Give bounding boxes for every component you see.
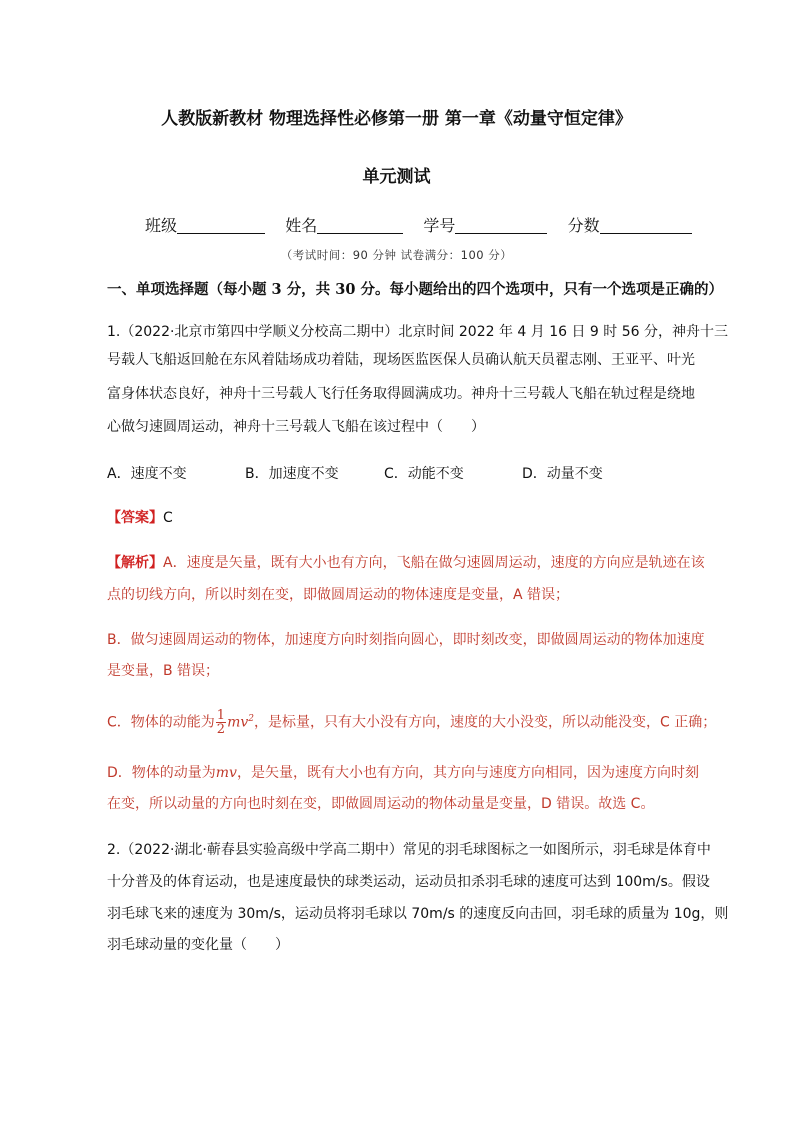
analysis-a-line-2: 点的切线方向，所以时刻在变，即做圆周运动的物体速度是变量，A 错误； bbox=[107, 587, 570, 603]
question-1-line-1: 1.（2022·北京市第四中学顺义分校高二期中）北京时间 2022 年 4 月 16 日 9 时 56 分，神舟十三 bbox=[107, 324, 729, 340]
analysis-d-prefix: D．物体的动量为 bbox=[107, 765, 216, 781]
option-b: B．加速度不变 bbox=[245, 466, 339, 482]
student-info-fields bbox=[145, 213, 692, 236]
score-label: 分数 bbox=[567, 216, 600, 235]
analysis-c-suffix: ，是标量，只有大小没有方向，速度的大小没变，所以动能没变，C 正确； bbox=[253, 714, 717, 731]
formula-exponent: 2 bbox=[248, 714, 254, 724]
question-2-line-2: 十分普及的体育运动，也是速度最快的球类运动，运动员扣杀羽毛球的速度可达到 100m/s。假设 bbox=[107, 874, 710, 890]
section-heading: 一、单项选择题（每小题 3 分，共 30 分。每小题给出的四个选项中，只有一个选项是正确的） bbox=[107, 281, 723, 298]
analysis-b-line-2: 是变量，B 错误； bbox=[107, 663, 220, 679]
analysis-d-suffix: ，是矢量，既有大小也有方向，其方向与速度方向相同，因为速度方向时刻 bbox=[236, 765, 699, 781]
answer-value: C bbox=[163, 510, 173, 526]
analysis-a-text-1: A．速度是矢量，既有大小也有方向，飞船在做匀速圆周运动，速度的方向应是轨迹在该 bbox=[163, 555, 705, 571]
option-c: C．动能不变 bbox=[384, 466, 464, 482]
fraction-numerator: 1 bbox=[216, 708, 226, 724]
analysis-c-prefix: C．物体的动能为 bbox=[107, 714, 215, 731]
question-2-line-3: 羽毛球飞来的速度为 30m/s，运动员将羽毛球以 70m/s 的速度反向击回，羽毛球的质量为 10g，则 bbox=[107, 906, 729, 922]
analysis-tag: 【解析】 bbox=[107, 555, 163, 571]
option-a: A．速度不变 bbox=[107, 466, 187, 482]
question-1-line-4: 心做匀速圆周运动，神舟十三号载人飞船在该过程中（ ） bbox=[107, 419, 485, 435]
score-blank bbox=[600, 217, 692, 234]
exam-title-line2: 单元测试 bbox=[362, 167, 431, 187]
exam-title-line1: 人教版新教材 物理选择性必修第一册 第一章《动量守恒定律》 bbox=[161, 109, 632, 129]
name-label: 姓名 bbox=[285, 216, 318, 235]
analysis-d-line-1 bbox=[107, 763, 699, 783]
analysis-c-line bbox=[107, 709, 716, 736]
answer-tag: 【答案】 bbox=[107, 510, 163, 526]
formula-mv-squared: mv bbox=[227, 714, 249, 731]
exam-time-note: （考试时间：90 分钟 试卷满分：100 分） bbox=[280, 248, 513, 262]
question-2-line-1: 2.（2022·湖北·蕲春县实验高级中学高二期中）常见的羽毛球图标之一如图所示，羽毛球是体育中 bbox=[107, 842, 711, 858]
question-1-line-2: 号载人飞船返回舱在东风着陆场成功着陆，现场医监医保人员确认航天员翟志刚、王亚平、叶光 bbox=[107, 352, 695, 368]
name-blank bbox=[317, 217, 403, 234]
analysis-d-line-2: 在变，所以动量的方向也时刻在变，即做圆周运动的物体动量是变量，D 错误。故选 C。 bbox=[107, 796, 655, 812]
question-2-line-4: 羽毛球动量的变化量（ ） bbox=[107, 937, 289, 953]
analysis-a-line-1 bbox=[107, 553, 705, 573]
student-id-label: 学号 bbox=[423, 216, 456, 235]
analysis-b-line-1: B．做匀速圆周运动的物体，加速度方向时刻指向圆心，即时刻改变，即做圆周运动的物体加速度 bbox=[107, 632, 705, 648]
class-blank bbox=[177, 217, 265, 234]
student-id-blank bbox=[455, 217, 547, 234]
fraction-one-half bbox=[216, 709, 226, 736]
option-d: D．动量不变 bbox=[522, 466, 603, 482]
fraction-denominator: 2 bbox=[216, 722, 226, 738]
answer-line bbox=[107, 508, 173, 528]
class-label: 班级 bbox=[145, 216, 178, 235]
formula-mv: mv bbox=[215, 765, 237, 781]
question-1-line-3: 富身体状态良好，神舟十三号载人飞行任务取得圆满成功。神舟十三号载人飞船在轨过程是绕地 bbox=[107, 386, 695, 402]
